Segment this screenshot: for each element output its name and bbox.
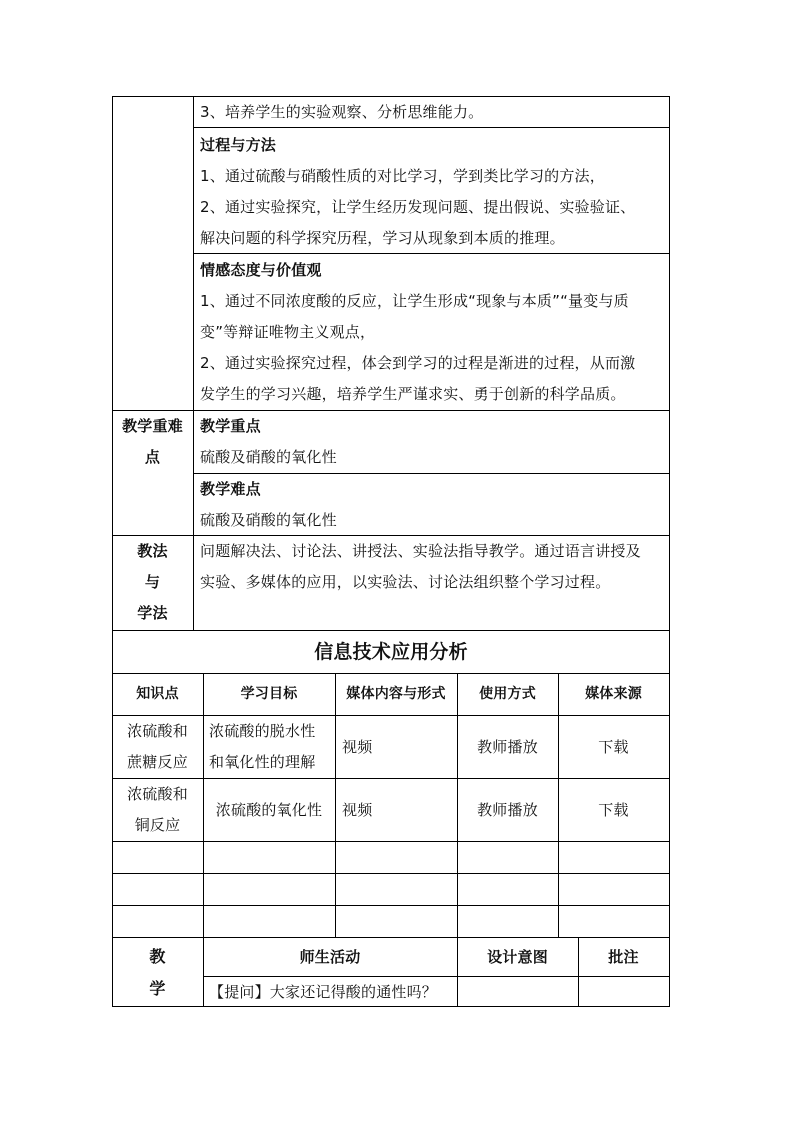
goal-cell: 浓硫酸的脱水性	[209, 722, 316, 740]
usage-cell: 教师播放	[477, 738, 538, 756]
methods-label: 学法	[137, 604, 168, 622]
column-header: 师生活动	[299, 948, 361, 966]
source-cell: 下载	[598, 801, 629, 819]
key-points-label: 教学重难	[122, 417, 183, 435]
it-section-title: 信息技术应用分析	[314, 641, 468, 663]
methods-text: 实验、多媒体的应用，以实验法、讨论法组织整个学习过程。	[200, 573, 611, 591]
grid-line	[112, 873, 670, 874]
column-header: 使用方式	[479, 686, 536, 702]
teaching-difficulty-heading: 教学难点	[200, 480, 261, 498]
media-cell: 视频	[342, 738, 373, 756]
activity-cell: 【提问】大家还记得酸的通性吗？	[209, 983, 438, 1001]
process-line: 解决问题的科学探究历程，学习从现象到本质的推理。	[200, 229, 565, 247]
methods-label: 教法	[137, 542, 168, 560]
grid-line	[112, 630, 670, 631]
column-header: 知识点	[136, 686, 179, 702]
key-points-label: 点	[144, 448, 161, 466]
emotion-line: 变”等辩证唯物主义观点，	[200, 323, 376, 341]
process-line: 1、通过硫酸与硝酸性质的对比学习，学到类比学习的方法，	[200, 167, 605, 185]
teaching-focus-text: 硫酸及硝酸的氧化性	[200, 448, 337, 466]
goal-cell: 和氧化性的理解	[209, 753, 316, 771]
grid-line	[112, 410, 670, 411]
emotion-values-heading: 情感态度与价值观	[200, 261, 322, 279]
emotion-line: 1、通过不同浓度酸的反应，让学生形成“现象与本质”“量变与质	[200, 292, 629, 310]
knowledge-cell: 浓硫酸和	[127, 785, 188, 803]
process-label: 教	[149, 947, 166, 966]
grid-line	[193, 473, 670, 474]
grid-line	[669, 96, 670, 1007]
process-label: 学	[149, 979, 166, 998]
column-header: 学习目标	[240, 686, 298, 702]
source-cell: 下载	[598, 738, 629, 756]
process-line: 2、通过实验探究，让学生经历发现问题、提出假说、实验验证、	[200, 198, 636, 216]
methods-text: 问题解决法、讨论法、讲授法、实验法指导教学。通过语言讲授及	[200, 542, 641, 560]
grid-line	[112, 673, 670, 674]
grid-line	[193, 253, 670, 254]
knowledge-cell: 铜反应	[134, 816, 181, 834]
methods-label: 与	[144, 573, 161, 591]
column-header: 设计意图	[487, 948, 548, 966]
grid-line	[193, 127, 670, 128]
column-header: 批注	[608, 948, 639, 966]
grid-line	[112, 905, 670, 906]
teaching-focus-heading: 教学重点	[200, 417, 261, 435]
usage-cell: 教师播放	[477, 801, 538, 819]
knowledge-cell: 浓硫酸和	[127, 722, 188, 740]
grid-line	[112, 841, 670, 842]
column-header: 媒体内容与形式	[346, 686, 446, 702]
process-method-heading: 过程与方法	[200, 136, 277, 154]
emotion-line: 发学生的学习兴趣，培养学生严谨求实、勇于创新的科学品质。	[200, 385, 626, 403]
grid-line	[335, 673, 336, 937]
emotion-line: 2、通过实验探究过程，体会到学习的过程是渐进的过程，从而激	[200, 354, 636, 372]
media-cell: 视频	[342, 801, 373, 819]
ability-line-3: 3、培养学生的实验观察、分析思维能力。	[200, 103, 484, 121]
grid-line	[193, 96, 194, 631]
knowledge-cell: 蔗糖反应	[127, 753, 188, 771]
goal-cell: 浓硫酸的氧化性	[215, 801, 323, 819]
grid-line	[112, 937, 670, 938]
teaching-difficulty-text: 硫酸及硝酸的氧化性	[200, 511, 337, 529]
column-header: 媒体来源	[585, 686, 642, 702]
